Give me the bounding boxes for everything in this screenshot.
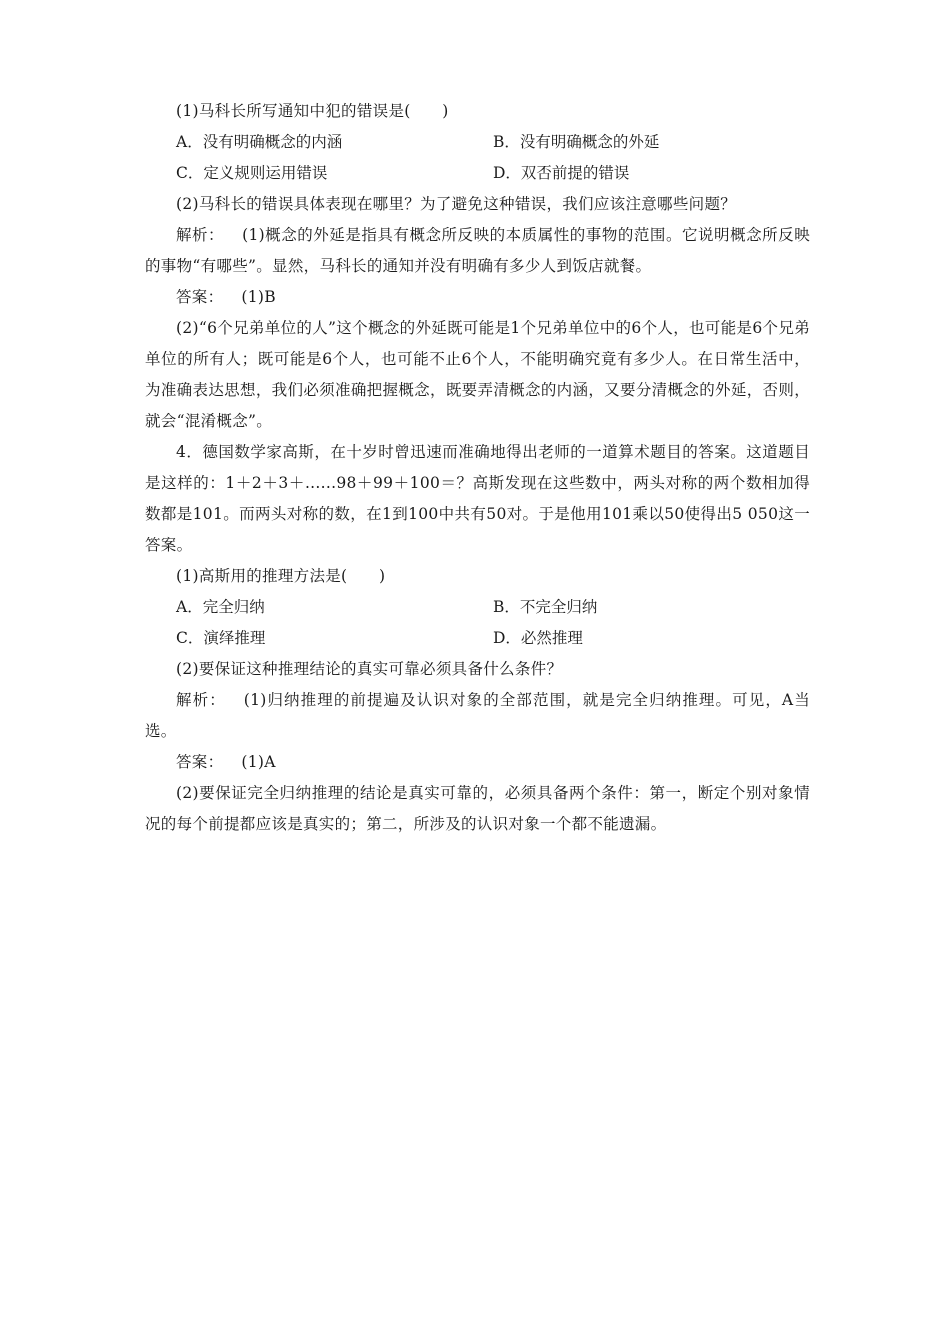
answer-label: 答案： xyxy=(176,753,224,771)
q3-options-row-2 xyxy=(145,158,810,189)
q4-option-d: D．必然推理 xyxy=(493,629,583,647)
q4-sub2: (2)要保证这种推理结论的真实可靠必须具备什么条件？ xyxy=(176,660,563,678)
q4-options-row-2 xyxy=(145,623,810,654)
q4-sub1: (1)高斯用的推理方法是( ) xyxy=(176,567,386,585)
q4-option-a: A．完全归纳 xyxy=(176,598,265,616)
q4-analysis xyxy=(145,685,810,747)
q4-analysis-text: (1)归纳推理的前提遍及认识对象的全部范围，就是完全归纳推理。可见，A当选。 xyxy=(145,691,811,740)
answer-label: 答案： xyxy=(176,288,224,306)
document-page xyxy=(145,96,810,840)
q3-sub2: (2)马科长的错误具体表现在哪里？为了避免这种错误，我们应该注意哪些问题？ xyxy=(176,195,737,213)
q4-answer-2: (2)要保证完全归纳推理的结论是真实可靠的，必须具备两个条件：第一，断定个别对象情况的每个前提都应该是真实的；第二，所涉及的认识对象一个都不能遗漏。 xyxy=(145,784,810,833)
q4-option-c: C．演绎推理 xyxy=(176,629,266,647)
q4-answer-1: (1)A xyxy=(241,753,276,771)
q3-option-b: B．没有明确概念的外延 xyxy=(493,133,660,151)
q3-analysis-text: (1)概念的外延是指具有概念所反映的本质属性的事物的范围。它说明概念所反映的事物“有哪些”。显然，马科长的通知并没有明确有多少人到饭店就餐。 xyxy=(145,226,810,275)
analysis-label: 解析： xyxy=(176,691,226,709)
q3-sub1: (1)马科长所写通知中犯的错误是( ) xyxy=(176,102,449,120)
q3-analysis xyxy=(145,220,810,282)
q3-options-row-1 xyxy=(145,127,810,158)
q3-option-a: A．没有明确概念的内涵 xyxy=(176,133,343,151)
q3-option-c: C．定义规则运用错误 xyxy=(176,164,328,182)
q4-option-b: B．不完全归纳 xyxy=(493,598,598,616)
q3-answer xyxy=(145,282,810,313)
q4-answer xyxy=(145,747,810,778)
analysis-label: 解析： xyxy=(176,226,225,244)
q3-answer-2: (2)“6个兄弟单位的人”这个概念的外延既可能是1个兄弟单位中的6个人，也可能是6个兄弟单位的所有人；既可能是6个人，也可能不止6个人，不能明确究竟有多少人。在日常生活中，为准确表达思想，我们必须准确把握概念，既要弄清概念的内涵，又要分清概念的外延，否则，就会“混淆概念”。 xyxy=(145,319,810,430)
q4-options-row-1 xyxy=(145,592,810,623)
q3-answer-1: (1)B xyxy=(241,288,276,306)
q3-option-d: D．双否前提的错误 xyxy=(493,164,630,182)
q4-stem: 4．德国数学家高斯，在十岁时曾迅速而准确地得出老师的一道算术题目的答案。这道题目是这样的：1＋2＋3＋......98＋99＋100＝？高斯发现在这些数中，两头对称的两个数相加得数都是101。而两头对称的数，在1到100中共有50对。于是他用101乘以50使得出5 050这一答案。 xyxy=(145,443,810,554)
